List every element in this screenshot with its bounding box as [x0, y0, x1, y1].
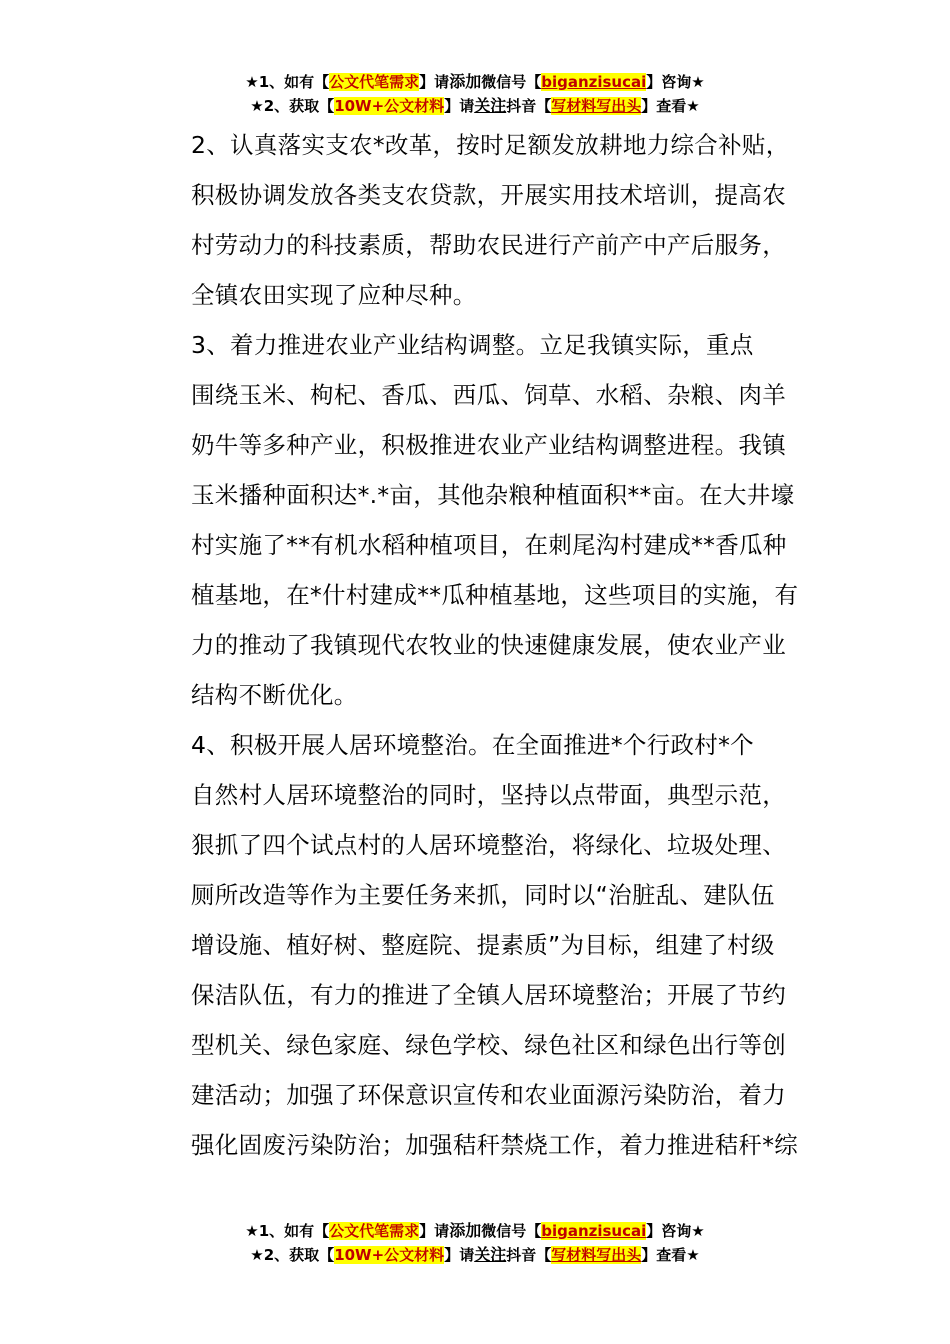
text-line: 狠抓了四个试点村的人居环境整治，将绿化、垃圾处理、 — [191, 831, 786, 859]
banner-text: 抖音【 — [506, 97, 552, 115]
highlight-materials: 10W+公文材料 — [334, 1246, 445, 1264]
banner-line-2 — [0, 1243, 950, 1267]
document-body — [144, 120, 844, 1170]
text-line: 保洁队伍，有力的推进了全镇人居环境整治；开展了节约 — [191, 981, 786, 1009]
banner-text: 微信号【 — [481, 73, 542, 91]
text-line: 型机关、绿色家庭、绿色学校、绿色社区和绿色出行等创 — [191, 1031, 786, 1059]
text-line: 积极协调发放各类支农贷款，开展实用技术培训，提高农 — [191, 181, 786, 209]
highlight-service: 公文代笔需求 — [329, 73, 420, 91]
text-line: 村劳动力的科技素质，帮助农民进行产前产中产后服务， — [191, 231, 786, 259]
text-line: 厕所改造等作为主要任务来抓，同时以“治脏乱、建队伍 — [191, 881, 775, 909]
text-line: 玉米播种面积达*.*亩，其他杂粮种植面积**亩。在大井壕 — [191, 481, 795, 509]
banner-text: 】咨询★ — [646, 1222, 705, 1240]
banner-line-2 — [0, 94, 950, 118]
banner-text: ★1、如有【 — [245, 73, 330, 91]
text-line: 结构不断优化。 — [191, 681, 358, 709]
banner-text: 】请 — [419, 1222, 450, 1240]
paragraph-3 — [144, 320, 844, 720]
emphasis-follow: 关注 — [474, 96, 507, 115]
text-line: 2、认真落实支农*改革，按时足额发放耕地力综合补贴， — [191, 131, 790, 159]
banner-text: ★2、获取【 — [250, 97, 335, 115]
text-line: 强化固废污染防治；加强秸秆禁烧工作，着力推进秸秆*综 — [191, 1131, 799, 1159]
text-line: 植基地，在*什村建成**瓜种植基地，这些项目的实施，有 — [191, 581, 799, 609]
emphasis-add: 添加 — [449, 1221, 482, 1240]
header-banner — [0, 70, 950, 118]
banner-text: 】咨询★ — [646, 73, 705, 91]
text-line: 围绕玉米、枸杞、香瓜、西瓜、饲草、水稻、杂粮、肉羊 — [191, 381, 786, 409]
wechat-id[interactable]: biganzisucai — [541, 1222, 647, 1240]
text-line: 奶牛等多种产业，积极推进农业产业结构调整进程。我镇 — [191, 431, 786, 459]
douyin-account[interactable]: 写材料写出头 — [551, 97, 642, 115]
text-line: 村实施了**有机水稻种植项目，在刺尾沟村建成**香瓜种 — [191, 531, 787, 559]
text-line: 力的推动了我镇现代农牧业的快速健康发展，使农业产业 — [191, 631, 786, 659]
banner-text: 】查看★ — [641, 1246, 700, 1264]
banner-text: 】请 — [444, 1246, 475, 1264]
banner-text: 】请 — [419, 73, 450, 91]
banner-line-1 — [0, 1219, 950, 1243]
text-line: 全镇农田实现了应种尽种。 — [191, 281, 477, 309]
footer-banner — [0, 1219, 950, 1267]
paragraph-4 — [144, 720, 844, 1170]
wechat-id[interactable]: biganzisucai — [541, 73, 647, 91]
banner-text: ★1、如有【 — [245, 1222, 330, 1240]
text-line: 建活动；加强了环保意识宣传和农业面源污染防治，着力 — [191, 1081, 786, 1109]
banner-text: 】查看★ — [641, 97, 700, 115]
banner-text: 】请 — [444, 97, 475, 115]
banner-line-1 — [0, 70, 950, 94]
highlight-materials: 10W+公文材料 — [334, 97, 445, 115]
text-line: 增设施、植好树、整庭院、提素质”为目标，组建了村级 — [191, 931, 775, 959]
text-line: 4、积极开展人居环境整治。在全面推进*个行政村*个 — [191, 731, 754, 759]
text-line: 3、着力推进农业产业结构调整。立足我镇实际，重点 — [191, 331, 754, 359]
emphasis-follow: 关注 — [474, 1245, 507, 1264]
douyin-account[interactable]: 写材料写出头 — [551, 1246, 642, 1264]
banner-text: ★2、获取【 — [250, 1246, 335, 1264]
banner-text: 抖音【 — [506, 1246, 552, 1264]
emphasis-add: 添加 — [449, 72, 482, 91]
highlight-service: 公文代笔需求 — [329, 1222, 420, 1240]
text-line: 自然村人居环境整治的同时，坚持以点带面，典型示范， — [191, 781, 786, 809]
banner-text: 微信号【 — [481, 1222, 542, 1240]
paragraph-2 — [144, 120, 844, 320]
